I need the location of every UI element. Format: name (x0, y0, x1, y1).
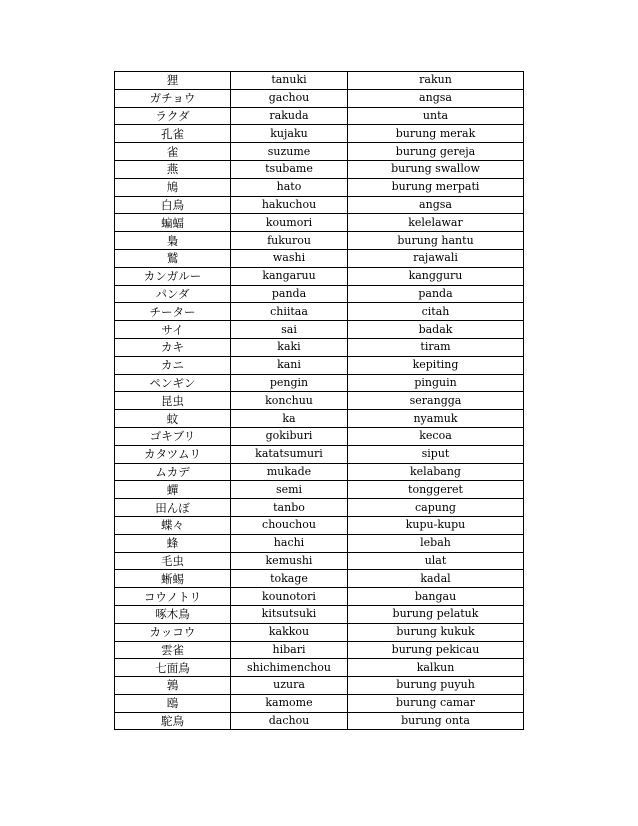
table-row (115, 516, 524, 534)
romaji-cell: kounotori (231, 588, 348, 606)
indonesian-translation-cell: burung merak (348, 125, 524, 143)
japanese-word-cell: 駝鳥 (115, 712, 231, 730)
romaji-cell: suzume (231, 143, 348, 161)
table-row (115, 160, 524, 178)
table-row (115, 552, 524, 570)
table-row (115, 392, 524, 410)
indonesian-translation-cell: kecoa (348, 427, 524, 445)
japanese-word-cell: コウノトリ (115, 588, 231, 606)
table-row (115, 463, 524, 481)
japanese-word-cell: パンダ (115, 285, 231, 303)
romaji-cell: uzura (231, 677, 348, 695)
table-row (115, 285, 524, 303)
romaji-cell: gokiburi (231, 427, 348, 445)
romaji-cell: hakuchou (231, 196, 348, 214)
japanese-word-cell: 昆虫 (115, 392, 231, 410)
japanese-word-cell: 孔雀 (115, 125, 231, 143)
table-row (115, 232, 524, 250)
table-row (115, 641, 524, 659)
japanese-word-cell: 啄木鳥 (115, 605, 231, 623)
table-row (115, 712, 524, 730)
japanese-word-cell: 鷲 (115, 249, 231, 267)
romaji-cell: kamome (231, 694, 348, 712)
japanese-word-cell: 毛虫 (115, 552, 231, 570)
indonesian-translation-cell: serangga (348, 392, 524, 410)
romaji-cell: hato (231, 178, 348, 196)
japanese-word-cell: ムカデ (115, 463, 231, 481)
table-row (115, 303, 524, 321)
romaji-cell: semi (231, 481, 348, 499)
table-row (115, 605, 524, 623)
indonesian-translation-cell: burung kukuk (348, 623, 524, 641)
table-row (115, 249, 524, 267)
romaji-cell: katatsumuri (231, 445, 348, 463)
table-row (115, 623, 524, 641)
japanese-word-cell: ラクダ (115, 107, 231, 125)
table-row (115, 107, 524, 125)
table-row (115, 677, 524, 695)
table-row (115, 427, 524, 445)
indonesian-translation-cell: rajawali (348, 249, 524, 267)
japanese-word-cell: カキ (115, 338, 231, 356)
table-row (115, 143, 524, 161)
indonesian-translation-cell: unta (348, 107, 524, 125)
romaji-cell: konchuu (231, 392, 348, 410)
indonesian-translation-cell: bangau (348, 588, 524, 606)
romaji-cell: kemushi (231, 552, 348, 570)
japanese-word-cell: カッコウ (115, 623, 231, 641)
table-row (115, 374, 524, 392)
indonesian-translation-cell: angsa (348, 89, 524, 107)
japanese-word-cell: カニ (115, 356, 231, 374)
table-row (115, 267, 524, 285)
table-row (115, 534, 524, 552)
romaji-cell: fukurou (231, 232, 348, 250)
indonesian-translation-cell: burung gereja (348, 143, 524, 161)
romaji-cell: koumori (231, 214, 348, 232)
romaji-cell: mukade (231, 463, 348, 481)
japanese-word-cell: 燕 (115, 160, 231, 178)
japanese-word-cell: 蜥蜴 (115, 570, 231, 588)
romaji-cell: hibari (231, 641, 348, 659)
japanese-word-cell: 鴎 (115, 694, 231, 712)
japanese-word-cell: 七面鳥 (115, 659, 231, 677)
indonesian-translation-cell: burung hantu (348, 232, 524, 250)
indonesian-translation-cell: kalkun (348, 659, 524, 677)
indonesian-translation-cell: pinguin (348, 374, 524, 392)
table-row (115, 659, 524, 677)
indonesian-translation-cell: burung pelatuk (348, 605, 524, 623)
table-row (115, 214, 524, 232)
table-row (115, 338, 524, 356)
indonesian-translation-cell: burung pekicau (348, 641, 524, 659)
indonesian-translation-cell: burung merpati (348, 178, 524, 196)
table-row (115, 89, 524, 107)
indonesian-translation-cell: kupu-kupu (348, 516, 524, 534)
table-row (115, 481, 524, 499)
romaji-cell: rakuda (231, 107, 348, 125)
indonesian-translation-cell: panda (348, 285, 524, 303)
romaji-cell: shichimenchou (231, 659, 348, 677)
romaji-cell: pengin (231, 374, 348, 392)
romaji-cell: dachou (231, 712, 348, 730)
romaji-cell: tsubame (231, 160, 348, 178)
romaji-cell: hachi (231, 534, 348, 552)
romaji-cell: kujaku (231, 125, 348, 143)
japanese-word-cell: カンガルー (115, 267, 231, 285)
table-row (115, 196, 524, 214)
japanese-word-cell: カタツムリ (115, 445, 231, 463)
table-row (115, 445, 524, 463)
romaji-cell: kaki (231, 338, 348, 356)
japanese-word-cell: 梟 (115, 232, 231, 250)
japanese-word-cell: ガチョウ (115, 89, 231, 107)
romaji-cell: kitsutsuki (231, 605, 348, 623)
table-row (115, 321, 524, 339)
table-row (115, 178, 524, 196)
indonesian-translation-cell: burung camar (348, 694, 524, 712)
romaji-cell: sai (231, 321, 348, 339)
romaji-cell: washi (231, 249, 348, 267)
japanese-word-cell: 狸 (115, 72, 231, 90)
japanese-word-cell: 田んぼ (115, 499, 231, 517)
romaji-cell: tanbo (231, 499, 348, 517)
indonesian-translation-cell: tiram (348, 338, 524, 356)
vocabulary-table (114, 71, 524, 730)
vocabulary-table-body (115, 72, 524, 730)
japanese-word-cell: 蜂 (115, 534, 231, 552)
indonesian-translation-cell: kadal (348, 570, 524, 588)
indonesian-translation-cell: kelelawar (348, 214, 524, 232)
japanese-word-cell: 雲雀 (115, 641, 231, 659)
romaji-cell: kani (231, 356, 348, 374)
romaji-cell: kangaruu (231, 267, 348, 285)
indonesian-translation-cell: burung swallow (348, 160, 524, 178)
table-row (115, 694, 524, 712)
japanese-word-cell: 蝙蝠 (115, 214, 231, 232)
romaji-cell: panda (231, 285, 348, 303)
indonesian-translation-cell: lebah (348, 534, 524, 552)
indonesian-translation-cell: burung onta (348, 712, 524, 730)
romaji-cell: chouchou (231, 516, 348, 534)
indonesian-translation-cell: burung puyuh (348, 677, 524, 695)
table-row (115, 499, 524, 517)
table-row (115, 410, 524, 428)
romaji-cell: ka (231, 410, 348, 428)
indonesian-translation-cell: badak (348, 321, 524, 339)
japanese-word-cell: 雀 (115, 143, 231, 161)
indonesian-translation-cell: ulat (348, 552, 524, 570)
japanese-word-cell: ゴキブリ (115, 427, 231, 445)
japanese-word-cell: 蟬 (115, 481, 231, 499)
indonesian-translation-cell: citah (348, 303, 524, 321)
indonesian-translation-cell: siput (348, 445, 524, 463)
indonesian-translation-cell: nyamuk (348, 410, 524, 428)
japanese-word-cell: サイ (115, 321, 231, 339)
table-row (115, 72, 524, 90)
table-row (115, 125, 524, 143)
indonesian-translation-cell: kelabang (348, 463, 524, 481)
indonesian-translation-cell: capung (348, 499, 524, 517)
indonesian-translation-cell: kepiting (348, 356, 524, 374)
japanese-word-cell: 鶉 (115, 677, 231, 695)
japanese-word-cell: 蝶々 (115, 516, 231, 534)
indonesian-translation-cell: kangguru (348, 267, 524, 285)
indonesian-translation-cell: angsa (348, 196, 524, 214)
indonesian-translation-cell: tonggeret (348, 481, 524, 499)
romaji-cell: tanuki (231, 72, 348, 90)
japanese-word-cell: 鳩 (115, 178, 231, 196)
indonesian-translation-cell: rakun (348, 72, 524, 90)
romaji-cell: chiitaa (231, 303, 348, 321)
romaji-cell: tokage (231, 570, 348, 588)
japanese-word-cell: ペンギン (115, 374, 231, 392)
romaji-cell: gachou (231, 89, 348, 107)
table-row (115, 588, 524, 606)
table-row (115, 356, 524, 374)
japanese-word-cell: 白鳥 (115, 196, 231, 214)
japanese-word-cell: チーター (115, 303, 231, 321)
japanese-word-cell: 蚊 (115, 410, 231, 428)
romaji-cell: kakkou (231, 623, 348, 641)
table-row (115, 570, 524, 588)
